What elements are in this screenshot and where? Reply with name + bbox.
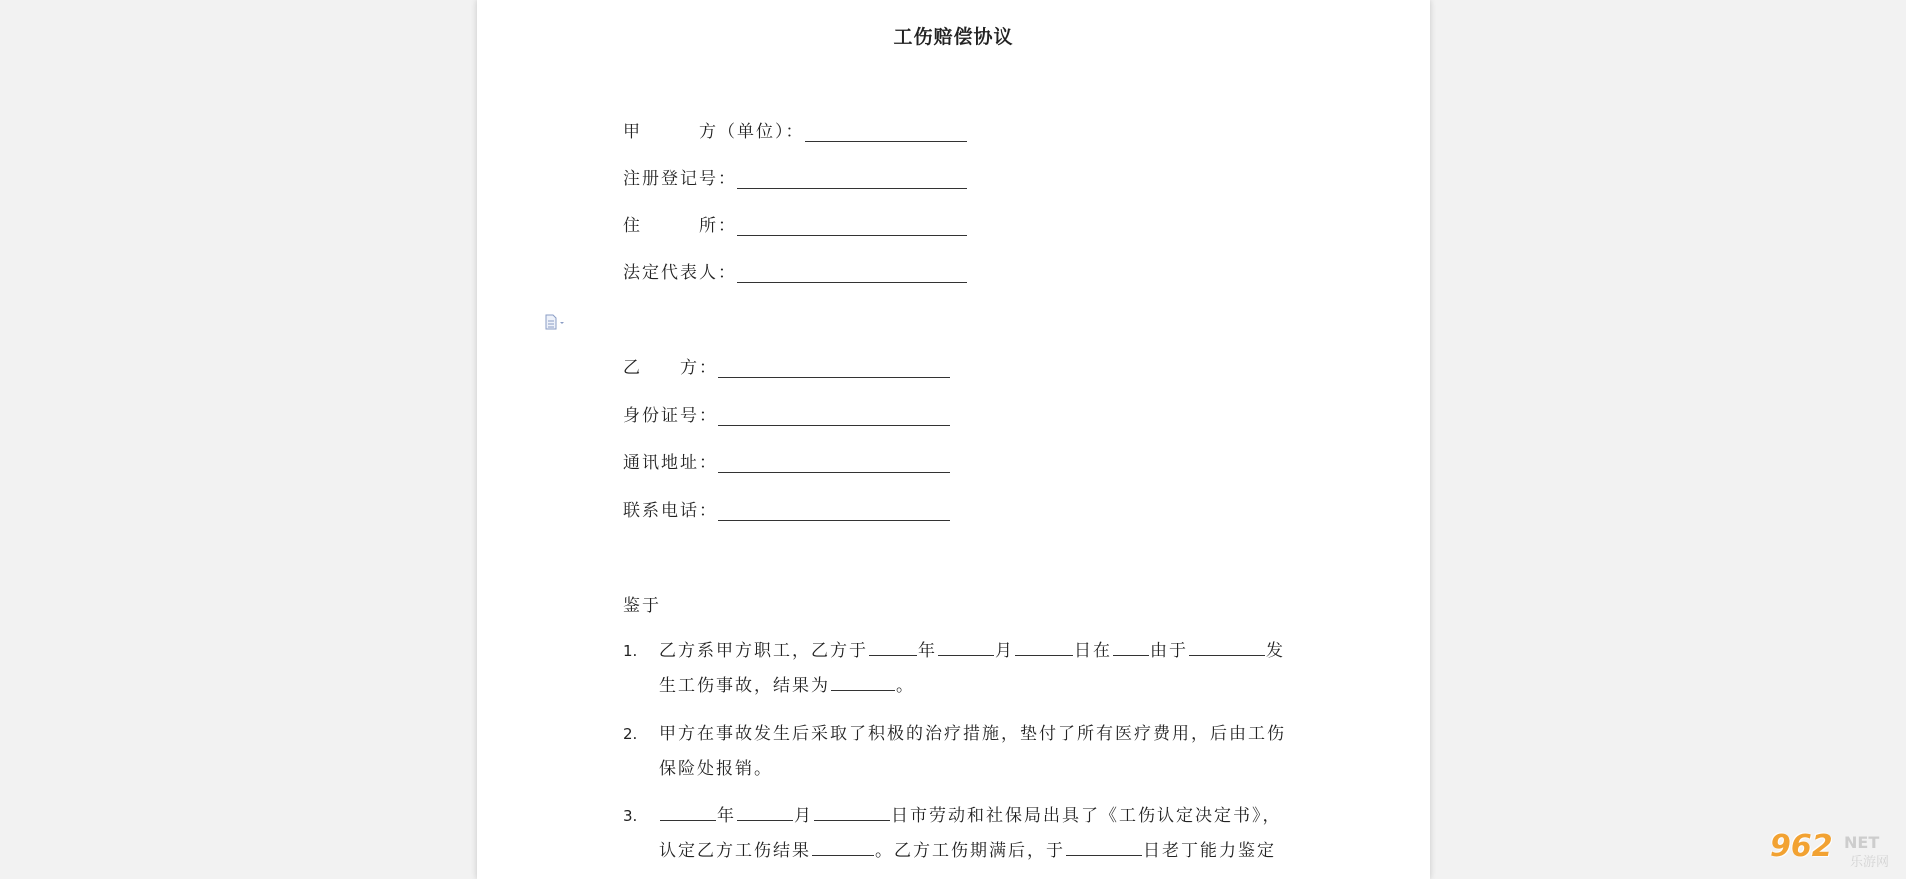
party-a-name-field — [623, 118, 967, 142]
party-a-rep-field — [623, 259, 967, 283]
blank-date[interactable] — [1066, 837, 1142, 856]
clause-text: 生工伤事故，结果为 — [659, 676, 830, 696]
party-a-reg-blank[interactable] — [737, 170, 967, 189]
clause-text: 日老丁能力鉴定 — [1143, 841, 1276, 861]
blank-cause[interactable] — [1189, 637, 1265, 656]
watermark-sub: 乐游网 — [1850, 855, 1890, 870]
party-a-name-blank[interactable] — [805, 123, 967, 142]
party-b-name-blank[interactable] — [718, 359, 950, 378]
site-watermark-logo — [1770, 829, 1900, 871]
watermark-net: NET — [1844, 833, 1880, 852]
blank-result[interactable] — [812, 837, 874, 856]
party-a-rep-label: 法定代表人： — [623, 263, 737, 283]
clause-line: 甲方在事故发生后采取了积极的治疗措施，垫付了所有医疗费用，后由工伤 — [659, 724, 1286, 744]
document-title: 工伤赔偿协议 — [893, 26, 1014, 48]
whereas-heading: 鉴于 — [623, 596, 661, 616]
clause-line — [659, 634, 1285, 669]
document-page — [477, 0, 1430, 879]
party-b-phone-label: 联系电话： — [623, 501, 718, 521]
blank-place[interactable] — [1113, 637, 1149, 656]
clause-text: 。乙方工伤期满后，于 — [875, 841, 1065, 861]
clause-text: 年 — [717, 806, 736, 826]
paragraph-options-icon[interactable] — [544, 314, 568, 330]
party-a-reg-field — [623, 165, 967, 189]
clause-text: 认定乙方工伤结果 — [659, 841, 811, 861]
clause-text: 乙方系甲方职工，乙方于 — [659, 641, 868, 661]
clause-number: 1. — [623, 642, 638, 660]
blank-month[interactable] — [938, 637, 994, 656]
party-b-mail-field — [623, 449, 950, 473]
clause-text: 发 — [1266, 641, 1285, 661]
clause-line: 保险处报销。 — [659, 759, 773, 779]
party-a-address-field — [623, 212, 967, 236]
blank-day[interactable] — [814, 802, 890, 821]
blank-result[interactable] — [831, 672, 895, 691]
party-a-address-label: 住 所： — [623, 216, 737, 236]
party-b-mail-label: 通讯地址： — [623, 453, 718, 473]
party-a-rep-blank[interactable] — [737, 264, 967, 283]
party-b-id-blank[interactable] — [718, 407, 950, 426]
clause-line — [659, 669, 915, 704]
party-a-address-blank[interactable] — [737, 217, 967, 236]
party-b-id-field — [623, 402, 950, 426]
clause-number: 2. — [623, 725, 638, 743]
clause-number: 3. — [623, 807, 638, 825]
clause-text: 月 — [995, 641, 1014, 661]
party-b-mail-blank[interactable] — [718, 454, 950, 473]
clause-text: 。 — [896, 676, 915, 696]
clause-line — [659, 834, 1276, 869]
clause-text: 日在 — [1074, 641, 1112, 661]
party-b-name-label: 乙 方： — [623, 358, 718, 378]
clause-item-1 — [623, 634, 1303, 704]
clause-text: 由于 — [1150, 641, 1188, 661]
clause-text: 日市劳动和社保局出具了《工伤认定决定书》， — [891, 806, 1282, 826]
party-b-phone-blank[interactable] — [718, 502, 950, 521]
clause-text: 月 — [794, 806, 813, 826]
clause-item-2 — [623, 717, 1303, 787]
blank-year[interactable] — [869, 637, 917, 656]
party-a-name-label: 甲 方（单位）： — [623, 122, 805, 142]
blank-year[interactable] — [660, 802, 716, 821]
party-b-id-label: 身份证号： — [623, 406, 718, 426]
blank-day[interactable] — [1015, 637, 1073, 656]
blank-month[interactable] — [737, 802, 793, 821]
clause-text: 年 — [918, 641, 937, 661]
party-b-name-field — [623, 354, 950, 378]
watermark-digits: 962 — [1770, 829, 1833, 864]
clause-line — [659, 799, 1282, 834]
party-b-phone-field — [623, 497, 950, 521]
party-a-reg-label: 注册登记号： — [623, 169, 737, 189]
clause-item-3 — [623, 799, 1303, 869]
